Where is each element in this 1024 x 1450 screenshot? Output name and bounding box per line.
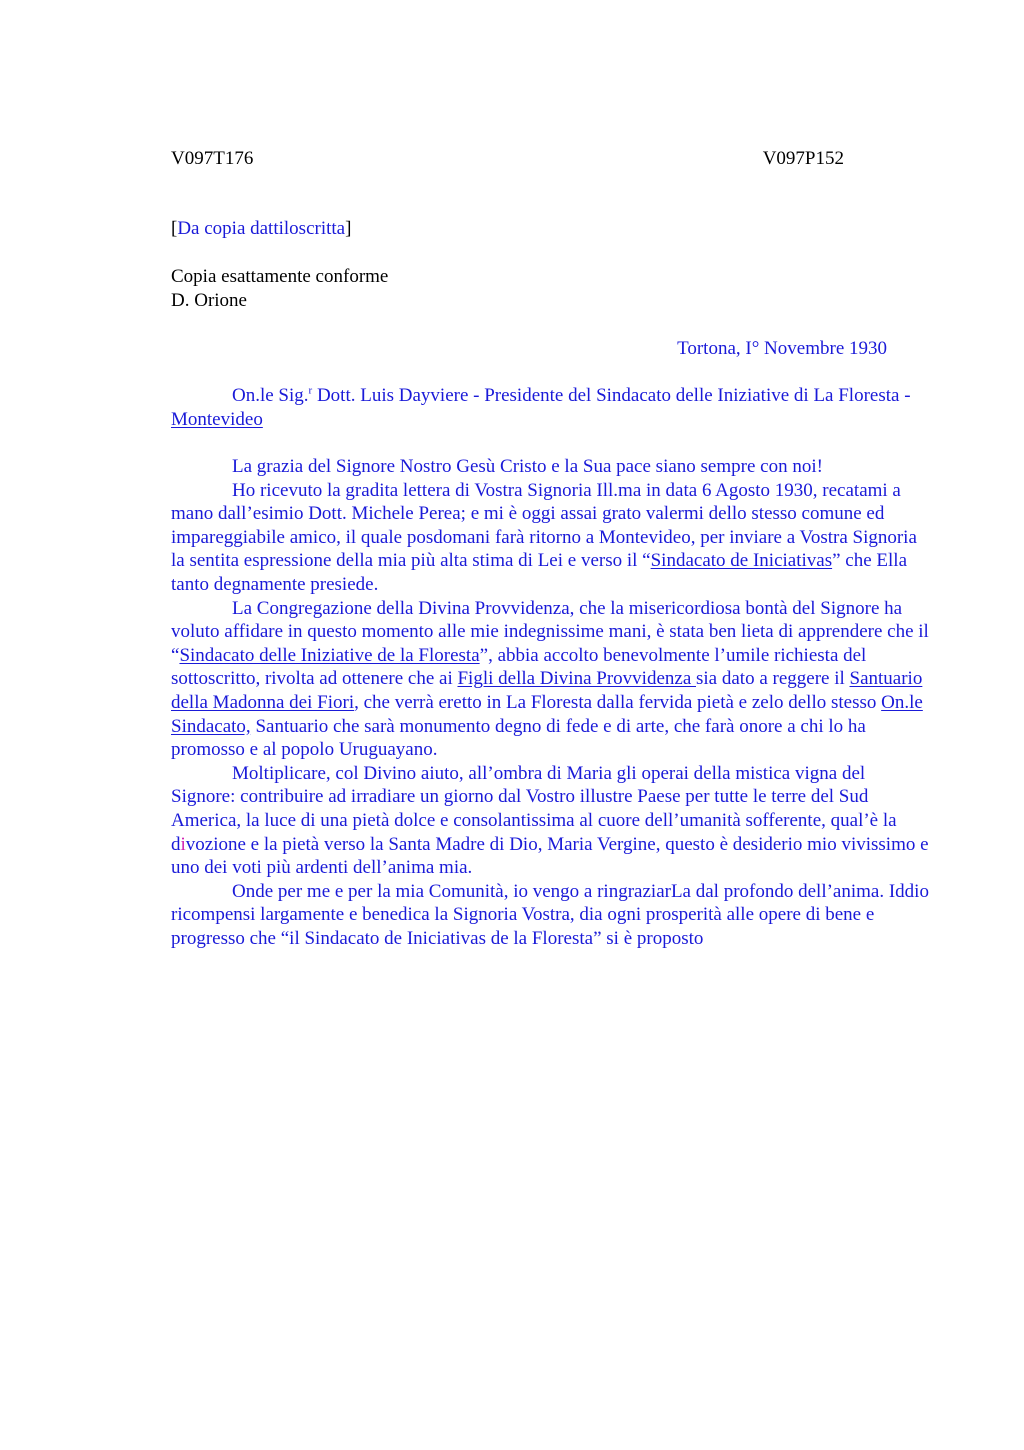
paragraph-greeting: La grazia del Signore Nostro Gesù Cristo e la Sua pace siano sempre con noi! [232, 456, 823, 477]
paragraph-text: vozione e la pietà verso la Santa Madre di Dio, Maria Vergine, questo è desiderio mio vivissimo e uno dei voti più ardenti dell’anima mia. [171, 833, 929, 879]
underlined-figli-provvidenza: Figli della Divina Provvidenza [457, 668, 696, 690]
addressee-name: Dott. Luis Dayviere - Presidente del Sindacato delle Iniziative di La Floresta - [312, 385, 911, 406]
letter-addressee [171, 384, 931, 431]
highlighted-letter: i [180, 833, 186, 855]
document-code-right: V097P152 [762, 148, 844, 169]
document-header [171, 147, 844, 171]
document-code-left: V097T176 [171, 148, 254, 169]
underlined-santuario: Santuario della Madonna dei Fiori [171, 668, 923, 713]
paragraph-text: Santuario che sarà monumento degno di fede e di arte, che farà onore a chi lo ha promosso e al popolo Uruguayano. [171, 715, 866, 761]
source-note [171, 217, 931, 241]
paragraph-thanks: Onde per me e per la mia Comunità, io vengo a ringraziarLa dal profondo dell’anima. Iddio ricompensi largamente e benedica la Signoria Vostra, dia ogni prosperità alle opere di bene e progresso che “il Sindacato de Iniciativas de la Floresta” si è proposto [171, 880, 929, 949]
letter-date: Tortona, I° Novembre 1930 [677, 338, 887, 359]
paragraph-received-letter [171, 479, 931, 597]
letter-body [171, 455, 931, 950]
underlined-sindacato-iniciativas: Sindacato de Iniciativas [650, 550, 833, 572]
paragraph-text: Moltiplicare, col Divino aiuto, all’ombra di Maria gli operai della mistica vigna del Signore: contribuire ad irradiare un giorno dal Vostro illustre Paese per tutte le terre del Sud America, la luce di una pietà dolce e consolantissima al cuore dell’umanità sofferente, qual’è la d [171, 762, 897, 855]
paragraph-text: ”, abbia accolto benevolmente l’umile richiesta del sottoscritto, rivolta ad ottenere che ai [171, 644, 867, 690]
addressee-title: On.le Sig. [232, 385, 309, 406]
paragraph-mission [171, 762, 931, 880]
underlined-onle-sindacato: On.le Sindacato, [171, 691, 923, 737]
paragraph-text: , che verrà eretto in La Floresta dalla fervida pietà e zelo dello stesso [354, 691, 882, 713]
paragraph-text: sia dato a reggere il [696, 668, 850, 690]
addressee-city: Montevideo [171, 408, 263, 430]
source-note-open-bracket: [ [171, 218, 178, 239]
copy-note-line: Copia esattamente conforme [171, 266, 389, 287]
source-note-close-bracket: ] [345, 218, 352, 239]
source-note-text: Da copia dattiloscritta [177, 218, 346, 239]
paragraph-congregation [171, 597, 931, 762]
copy-conformity-note [171, 265, 931, 312]
addressee-superscript: r [308, 384, 313, 397]
copy-note-signature: D. Orione [171, 289, 247, 311]
underlined-sindacato-floresta: Sindacato delle Iniziative de la Floresta [179, 644, 480, 666]
paragraph-text: Ho ricevuto la gradita lettera di Vostra Signoria Ill.ma in data 6 Agosto 1930, recatami a mano dall’esimio Dott. Michele Perea; e mi è oggi assai grato valermi dello stesso comune ed impareggiabile amico, il quale posdomani farà ritorno a Montevideo, per inviare a Vostra Signoria la sentita espressione della mia più alta stima di Lei e verso il “ [171, 479, 917, 572]
paragraph-text: ” che Ella tanto degnamente presiede. [171, 550, 908, 595]
paragraph-text: La Congregazione della Divina Provvidenza, che la misericordiosa bontà del Signore ha voluto affidare in questo momento alle mie indegnissime mani, è stata ben lieta di apprendere che il “ [171, 597, 929, 666]
